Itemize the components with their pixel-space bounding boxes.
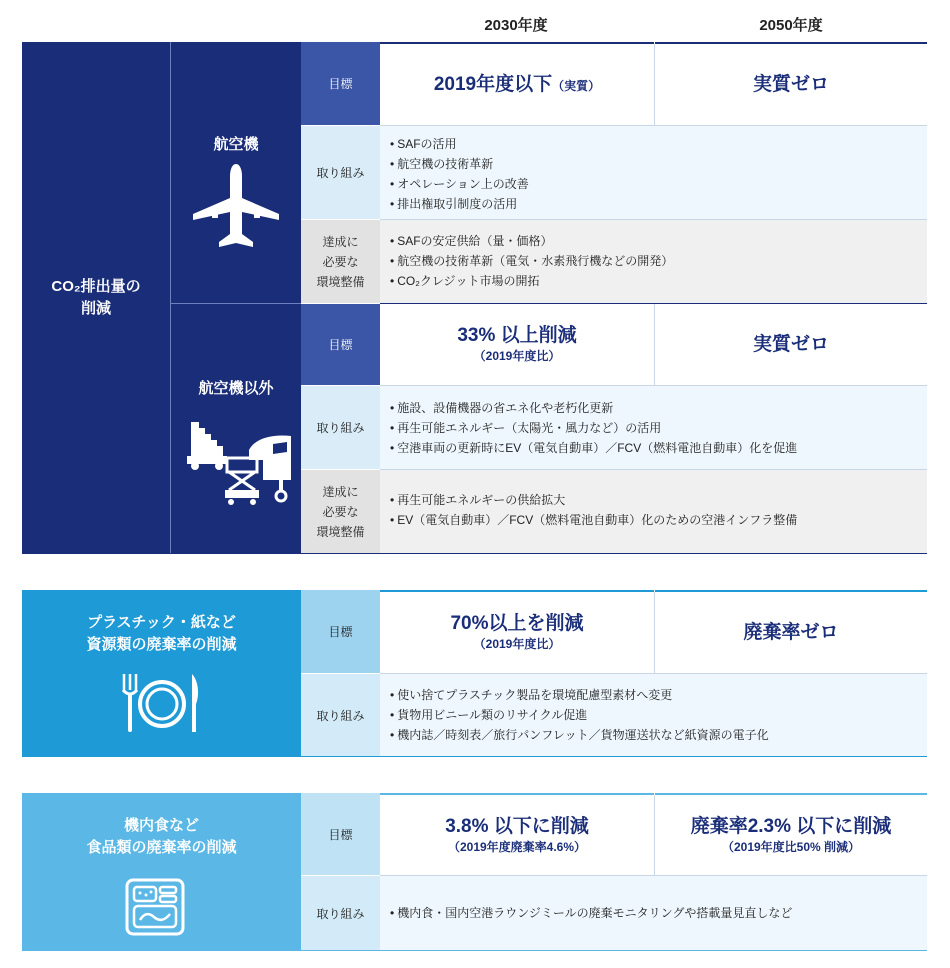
list-item: • 使い捨てプラスチック製品を環境配慮型素材へ変更 xyxy=(390,685,927,705)
divider xyxy=(22,950,927,951)
list-item: • CO₂クレジット市場の開拓 xyxy=(390,271,927,291)
goal-2030-sub: （2019年度比） xyxy=(473,637,561,651)
food-title-line2: 食品類の廃棄率の削減 xyxy=(86,839,237,856)
goal-2030-main: 3.8% 以下に削減 xyxy=(445,815,589,837)
food-goal-label: 目標 xyxy=(301,793,380,875)
list-item: • EV（電気自動車）／FCV（燃料電池自動車）化のための空港インフラ整備 xyxy=(390,510,927,530)
non-aircraft-env-label xyxy=(301,470,380,553)
non-aircraft-title: 航空機以外 xyxy=(198,380,274,397)
goal-2030-sub: （実質） xyxy=(552,78,601,93)
airplane-icon xyxy=(191,162,281,252)
co2-title-line2: 削減 xyxy=(80,299,111,317)
meal-tray-icon xyxy=(124,877,186,937)
env-label-line: 環境整備 xyxy=(316,274,365,289)
non-aircraft-goal-2030 xyxy=(380,304,654,385)
food-efforts xyxy=(380,876,927,950)
divider xyxy=(22,756,927,757)
non-aircraft-efforts xyxy=(380,386,927,469)
food-title-line1: 機内食など xyxy=(123,817,199,834)
list-item: • 機内誌／時刻表／旅行パンフレット／貨物運送状など紙資源の電子化 xyxy=(390,725,927,745)
env-label-line: 必要な xyxy=(322,504,359,519)
aircraft-env xyxy=(380,220,927,303)
food-goal-2050 xyxy=(655,793,927,875)
plastic-goal-label: 目標 xyxy=(301,590,380,673)
aircraft-goal-2030 xyxy=(380,42,654,125)
goal-2050: 実質ゼロ xyxy=(752,73,829,95)
co2-section-title xyxy=(22,42,170,553)
list-item: • 施設、設備機器の省エネ化や老朽化更新 xyxy=(390,398,927,418)
food-effort-label: 取り組み xyxy=(301,876,380,950)
list-item: • SAFの安定供給（量・価格） xyxy=(390,231,927,251)
goal-2050: 廃棄率ゼロ xyxy=(743,621,839,643)
goal-2050: 実質ゼロ xyxy=(752,333,829,355)
list-item: • オペレーション上の改善 xyxy=(390,174,927,194)
goal-2030-sub: （2019年度比） xyxy=(473,349,561,363)
goal-2050-sub: （2019年度比50% 削減） xyxy=(721,839,861,854)
header-2030: 2030年度 xyxy=(484,17,548,34)
list-item: • 空港車両の更新時にEV（電気自動車）／FCV（燃料電池自動車）化を促進 xyxy=(390,438,927,458)
plastic-goal-2050 xyxy=(655,590,927,673)
fork-plate-knife-icon xyxy=(120,672,204,734)
non-aircraft-goal-2050 xyxy=(655,304,927,385)
plastic-title-line1: プラスチック・紙など xyxy=(87,614,236,631)
list-item: • 再生可能エネルギーの供給拡大 xyxy=(390,490,927,510)
env-label-line: 環境整備 xyxy=(316,524,365,539)
non-aircraft-env xyxy=(380,470,927,553)
list-item: • 機内食・国内空港ラウンジミールの廃棄モニタリングや搭載量見直しなど xyxy=(390,903,792,923)
aircraft-goal-label: 目標 xyxy=(301,42,380,125)
non-aircraft-goal-label: 目標 xyxy=(301,304,380,385)
aircraft-env-label xyxy=(301,220,380,303)
env-label-line: 達成に xyxy=(322,234,359,249)
aircraft-goal-2050 xyxy=(655,42,927,125)
plastic-section-title xyxy=(22,590,301,756)
food-section-title xyxy=(22,793,301,950)
plastic-goal-2030 xyxy=(380,590,654,673)
env-label-line: 必要な xyxy=(322,254,359,269)
plastic-effort-label: 取り組み xyxy=(301,674,380,756)
goal-2030-main: 70%以上を削減 xyxy=(450,613,584,634)
list-item: • 航空機の技術革新（電気・水素飛行機などの開発） xyxy=(390,251,927,271)
goal-2030-main: 2019年度以下 xyxy=(433,73,553,95)
goal-2050-main: 廃棄率2.3% 以下に削減 xyxy=(690,815,892,837)
aircraft-effort-label: 取り組み xyxy=(301,126,380,219)
aircraft-efforts xyxy=(380,126,927,219)
divider xyxy=(22,553,927,554)
list-item: • 排出権取引制度の活用 xyxy=(390,194,927,214)
aircraft-category xyxy=(171,42,301,303)
non-aircraft-effort-label: 取り組み xyxy=(301,386,380,469)
goal-2030-sub: （2019年度廃棄率4.6%） xyxy=(447,839,587,854)
plastic-title-line2: 資源類の廃棄率の削減 xyxy=(86,636,237,653)
non-aircraft-category xyxy=(171,304,301,553)
list-item: • SAFの活用 xyxy=(390,134,927,154)
ground-vehicles-icon xyxy=(183,416,293,516)
co2-title-line1: CO₂排出量の xyxy=(51,277,141,295)
plastic-efforts xyxy=(380,674,927,756)
list-item: • 貨物用ビニール類のリサイクル促進 xyxy=(390,705,927,725)
aircraft-title: 航空機 xyxy=(213,136,259,153)
list-item: • 航空機の技術革新 xyxy=(390,154,927,174)
goal-2030-main: 33% 以上削減 xyxy=(457,325,577,346)
list-item: • 再生可能エネルギー（太陽光・風力など）の活用 xyxy=(390,418,927,438)
food-goal-2030 xyxy=(380,793,654,875)
env-label-line: 達成に xyxy=(322,484,359,499)
header-2050: 2050年度 xyxy=(759,17,823,34)
